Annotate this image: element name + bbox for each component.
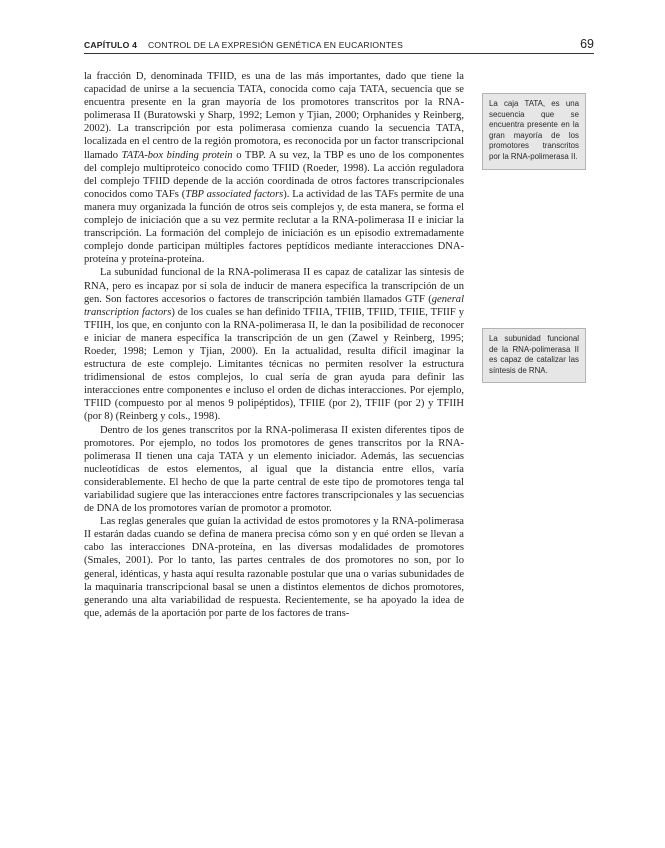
p1-italic-tbp: TATA-box binding protein (121, 149, 233, 161)
p1-italic-taf: TBP associated factors (185, 188, 284, 200)
page-number: 69 (580, 37, 594, 51)
p2-text-b: ) de los cuales se han definido TFIIA, TFIIB, TFIID, TFIIE, TFIIF y TFIIH, los que, en conjunto con la RNA-polimerasa II, le dan la posibilidad de reconocer e iniciar de manera específica la transcripción de un gen (Zawel y Reinberg, 1995; Roeder, 1998; Lemon y Tjian, 2000). En la actualidad, resulta difícil imaginar la estructura de este complejo. Limitantes técnicas no permiten resolver la estructura tridimensional de estos complejos, lo cual sería de gran ayuda para definir las interacciones entre componentes e incluso el orden de dichas interacciones. Por ejemplo, TFIID (compuesto por al menos 9 polipéptidos), TFIIE (por 2), TFIIF (por 2) y TFIIH (por 8) (Reinberg y cols., 1998). (84, 306, 464, 423)
p1-text-b: o TBP. A su vez, la TBP es uno de los componentes del complejo multiproteico conocido como TFIID (Roeder, 1998). La acción reguladora del complejo TFIID depende de la acción coordinada de otros factores transcripcionales conocidos como TAFs ( (84, 149, 464, 200)
header-rule (84, 53, 594, 54)
margin-note-subunit: La subunidad funcional de la RNA-polimerasa II es capaz de catalizar las síntesis de RNA. (482, 328, 586, 383)
p2-italic-gtf: general transcription factors (84, 293, 464, 318)
chapter-label: CAPÍTULO 4 (84, 40, 138, 50)
margin-note-tata: La caja TATA, es una secuencia que se encuentra presente en la gran mayoría de los promotores transcritos por la RNA-polimerasa II. (482, 93, 586, 170)
p2-text-a: La subunidad funcional de la RNA-polimerasa II es capaz de catalizar las síntesis de RNA, pero es incapaz por sí sola de inducir de manera específica la transcripción de un gen. Son factores accesorios o factores de transcripción también llamados GTF ( (84, 267, 464, 305)
paragraph-4: Las reglas generales que guían la actividad de estos promotores y la RNA-polimerasa II estarán dadas cuando se defina de manera precisa cómo son y en qué orden se llevan a cabo las interacciones DNA-proteína, en las diversas modalidades de promotores (Smales, 2001). Por lo tanto, las partes centrales de dos promotores no son, por lo general, idénticas, y hasta aquí resulta razonable postular que una o varias subunidades de la maquinaria transcripcional basal se unen a distintos elementos de dichos promotores, generando una alta variabilidad de respuesta. Recientemente, se ha apoyado la idea de que, además de la aportación por parte de los factores de trans- (84, 516, 464, 619)
paragraph-2 (84, 266, 464, 423)
paragraph-3: Dentro de los genes transcritos por la RNA-polimerasa II existen diferentes tipos de promotores. Por ejemplo, no todos los promotores de genes transcritos por la RNA-polimerasa II tienen una caja TATA y un elemento iniciador. Además, las secuencias nucleotídicas de estos elementos, al igual que la distancia entre ellos, varía considerablemente. El hecho de que la parte central de este tipo de promotores tenga tal variabilidad sugiere que las interacciones entre factores transcripcionales y las secuencias de DNA de los promotores varían de promotor a promotor. (84, 424, 464, 515)
p1-text-c: ). La actividad de las TAFs permite de una manera muy organizada la función de otros seis complejos y, de esta manera, se forma el complejo de iniciación que a su vez permite reclutar a la RNA-polimerasa II e iniciar la transcripción. La formación del complejo de iniciación es un episodio extremadamente complejo donde participan múltiples factores peptídicos mediante interacciones DNA-proteína y proteína-proteína. (84, 188, 464, 266)
main-text-column (84, 70, 464, 620)
chapter-title: CONTROL DE LA EXPRESIÓN GENÉTICA EN EUCARIONTES (148, 40, 404, 50)
running-header (84, 37, 594, 53)
paragraph-1 (84, 70, 464, 266)
p1-text-a: la fracción D, denominada TFIID, es una de las más importantes, dado que tiene la capacidad de unirse a la secuencia TATA, conocida como caja TATA, secuencia que se encuentra presente en la gran mayoría de los promotores transcritos por la RNA-polimerasa II (Buratowski y Sharp, 1992; Lemon y Tjian, 2000; Orphanides y Reinberg, 2002). La transcripción por esta polimerasa comienza cuando la secuencia TATA, localizada en el centro de la región promotora, es reconocida por un factor transcripcional llamado (84, 71, 464, 161)
